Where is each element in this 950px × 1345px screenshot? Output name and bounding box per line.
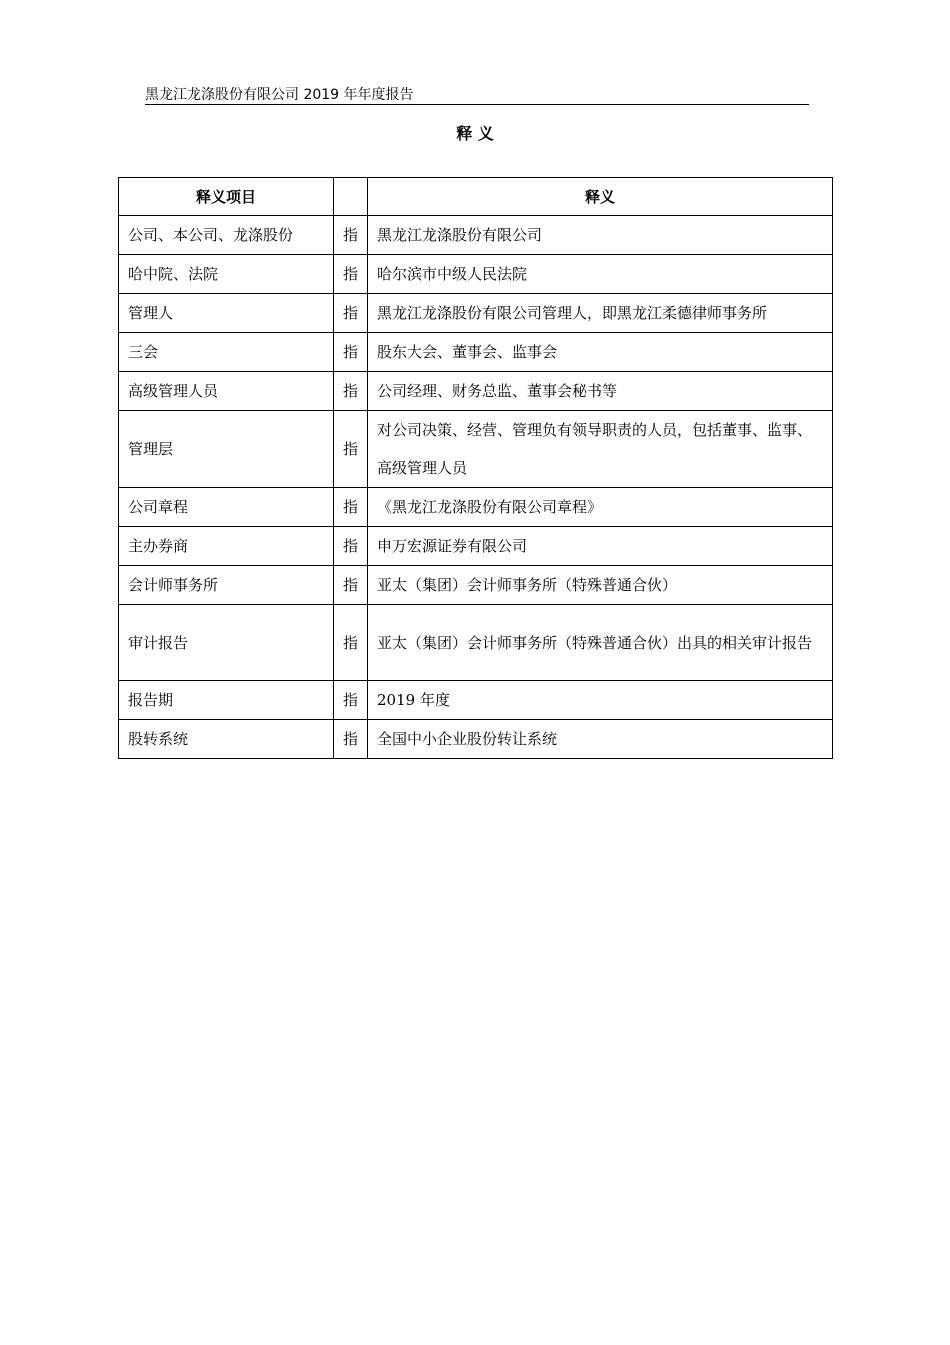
term-cell: 管理人 bbox=[119, 294, 334, 333]
term-cell: 公司章程 bbox=[119, 488, 334, 527]
term-cell: 主办券商 bbox=[119, 527, 334, 566]
definition-cell: 对公司决策、经营、管理负有领导职责的人员，包括董事、监事、高级管理人员 bbox=[368, 411, 833, 488]
mark-cell: 指 bbox=[334, 294, 368, 333]
table-row bbox=[119, 255, 833, 294]
mark-cell: 指 bbox=[334, 566, 368, 605]
definition-cell: 全国中小企业股份转让系统 bbox=[368, 720, 833, 759]
definition-cell: 黑龙江龙涤股份有限公司管理人，即黑龙江柔德律师事务所 bbox=[368, 294, 833, 333]
table-row bbox=[119, 372, 833, 411]
header-term: 释义项目 bbox=[119, 178, 334, 216]
table-row bbox=[119, 294, 833, 333]
table-row bbox=[119, 216, 833, 255]
definition-cell: 亚太（集团）会计师事务所（特殊普通合伙）出具的相关审计报告 bbox=[368, 605, 833, 681]
definition-cell: 申万宏源证券有限公司 bbox=[368, 527, 833, 566]
mark-cell: 指 bbox=[334, 488, 368, 527]
term-cell: 股转系统 bbox=[119, 720, 334, 759]
table-row bbox=[119, 566, 833, 605]
header-mark bbox=[334, 178, 368, 216]
term-cell: 高级管理人员 bbox=[119, 372, 334, 411]
mark-cell: 指 bbox=[334, 216, 368, 255]
table-row bbox=[119, 681, 833, 720]
term-cell: 管理层 bbox=[119, 411, 334, 488]
mark-cell: 指 bbox=[334, 527, 368, 566]
definition-cell: 股东大会、董事会、监事会 bbox=[368, 333, 833, 372]
table-row bbox=[119, 527, 833, 566]
mark-cell: 指 bbox=[334, 372, 368, 411]
mark-cell: 指 bbox=[334, 720, 368, 759]
table-row bbox=[119, 605, 833, 681]
term-cell: 会计师事务所 bbox=[119, 566, 334, 605]
definition-cell: 《黑龙江龙涤股份有限公司章程》 bbox=[368, 488, 833, 527]
mark-cell: 指 bbox=[334, 411, 368, 488]
page-title: 释 义 bbox=[456, 124, 494, 143]
definition-cell: 公司经理、财务总监、董事会秘书等 bbox=[368, 372, 833, 411]
table-header-row bbox=[119, 178, 833, 216]
term-cell: 报告期 bbox=[119, 681, 334, 720]
mark-cell: 指 bbox=[334, 605, 368, 681]
definition-cell: 亚太（集团）会计师事务所（特殊普通合伙） bbox=[368, 566, 833, 605]
definition-cell: 黑龙江龙涤股份有限公司 bbox=[368, 216, 833, 255]
running-header: 黑龙江龙涤股份有限公司 2019 年年度报告 bbox=[145, 86, 809, 105]
term-cell: 哈中院、法院 bbox=[119, 255, 334, 294]
table-row bbox=[119, 411, 833, 488]
table-row bbox=[119, 333, 833, 372]
mark-cell: 指 bbox=[334, 681, 368, 720]
term-cell: 审计报告 bbox=[119, 605, 334, 681]
header-definition: 释义 bbox=[368, 178, 833, 216]
definition-cell: 2019 年度 bbox=[368, 681, 833, 720]
term-cell: 三会 bbox=[119, 333, 334, 372]
mark-cell: 指 bbox=[334, 333, 368, 372]
definitions-table bbox=[118, 177, 833, 759]
table-row bbox=[119, 488, 833, 527]
term-cell: 公司、本公司、龙涤股份 bbox=[119, 216, 334, 255]
definition-cell: 哈尔滨市中级人民法院 bbox=[368, 255, 833, 294]
table-row bbox=[119, 720, 833, 759]
mark-cell: 指 bbox=[334, 255, 368, 294]
